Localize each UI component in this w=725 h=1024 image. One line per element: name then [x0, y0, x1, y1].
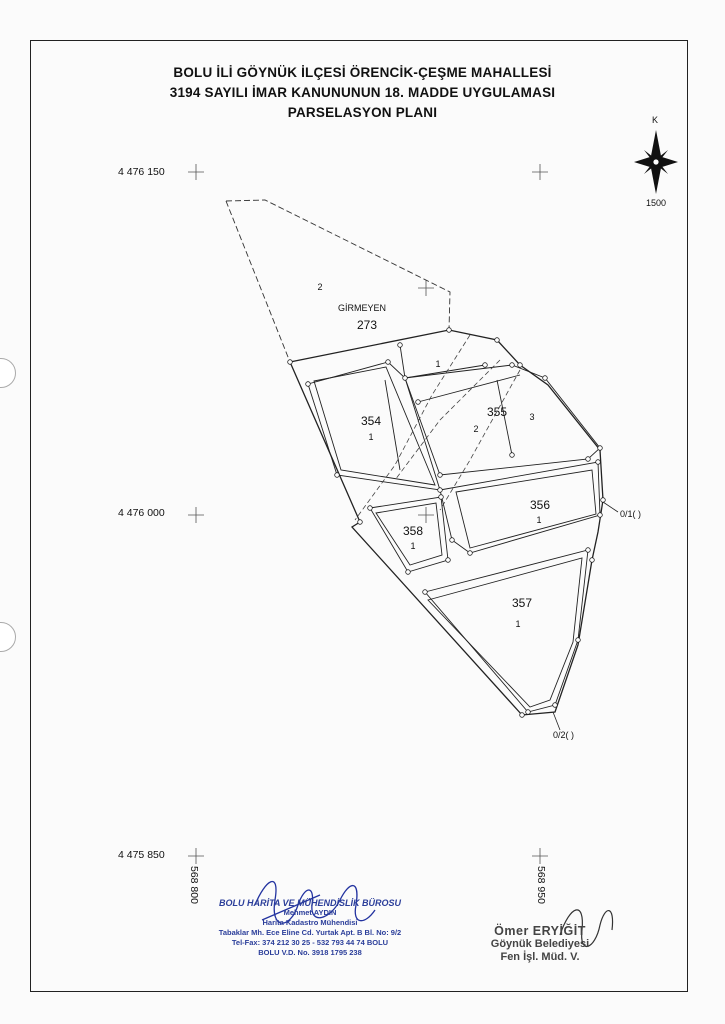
northing-label-middle: 4 476 000 — [118, 507, 165, 519]
excluded-area-label: GİRMEYEN — [337, 303, 387, 313]
leader-lines — [553, 502, 618, 730]
block-outlines — [308, 345, 600, 712]
vertex-points — [288, 328, 606, 718]
easting-label-right: 568 950 — [535, 866, 547, 904]
block-354-number: 354 — [360, 414, 382, 428]
block-358-parcel: 1 — [410, 541, 416, 551]
excluded-area-outline — [226, 200, 450, 362]
title-line-3: PARSELASYON PLANI — [287, 105, 438, 120]
parcel-1-label: 1 — [435, 359, 441, 369]
excluded-area-number: 273 — [356, 318, 378, 332]
old-parcel-number: 2 — [317, 282, 323, 292]
reference-label-02: 0/2( ) — [553, 730, 575, 740]
block-357-number: 357 — [511, 596, 533, 610]
municipality-stamp: Ömer ERYİĞİT Göynük Belediyesi Fen İşl. Müd. V. — [490, 924, 590, 963]
block-358-number: 358 — [402, 524, 424, 538]
reference-label-01: 0/1( ) — [620, 509, 642, 519]
block-355-number: 355 — [486, 405, 508, 419]
block-356-number: 356 — [529, 498, 551, 512]
block-355-parcel: 2 — [473, 424, 479, 434]
grid-cross-marks — [188, 164, 551, 864]
block-354-parcel: 1 — [368, 432, 374, 442]
northing-label-bottom: 4 475 850 — [118, 849, 165, 861]
application-area-boundary — [290, 330, 603, 715]
block-356-parcel: 1 — [536, 515, 542, 525]
scale-label: 1500 — [645, 198, 667, 208]
block-357-parcel: 1 — [515, 619, 521, 629]
northing-label-top: 4 476 150 — [118, 166, 165, 178]
surveyor-stamp: BOLU HARİTA VE MÜHENDİSLİK BÜROSU Mehmet AYDIN Harita Kadastro Mühendisi Tabaklar Mh. Ece Eline Cd. Yurtak Apt. B Bl. No: 9/2 Tel-Fax: 374 212 30 25 - 532 793 44 74 BOLU BOLU V.D. No. 3918 1795 238 — [218, 898, 402, 957]
easting-label-left: 568 800 — [188, 866, 200, 904]
north-arrow-icon — [634, 130, 678, 194]
parcel-3-label: 3 — [529, 412, 535, 422]
title-line-1: BOLU İLİ GÖYNÜK İLÇESİ ÖRENCİK-ÇEŞME MAHALLESİ — [173, 65, 552, 80]
title-line-2: 3194 SAYILI İMAR KANUNUNUN 18. MADDE UYGULAMASI — [169, 85, 556, 100]
map-labels — [317, 115, 666, 740]
north-letter: K — [651, 115, 659, 125]
